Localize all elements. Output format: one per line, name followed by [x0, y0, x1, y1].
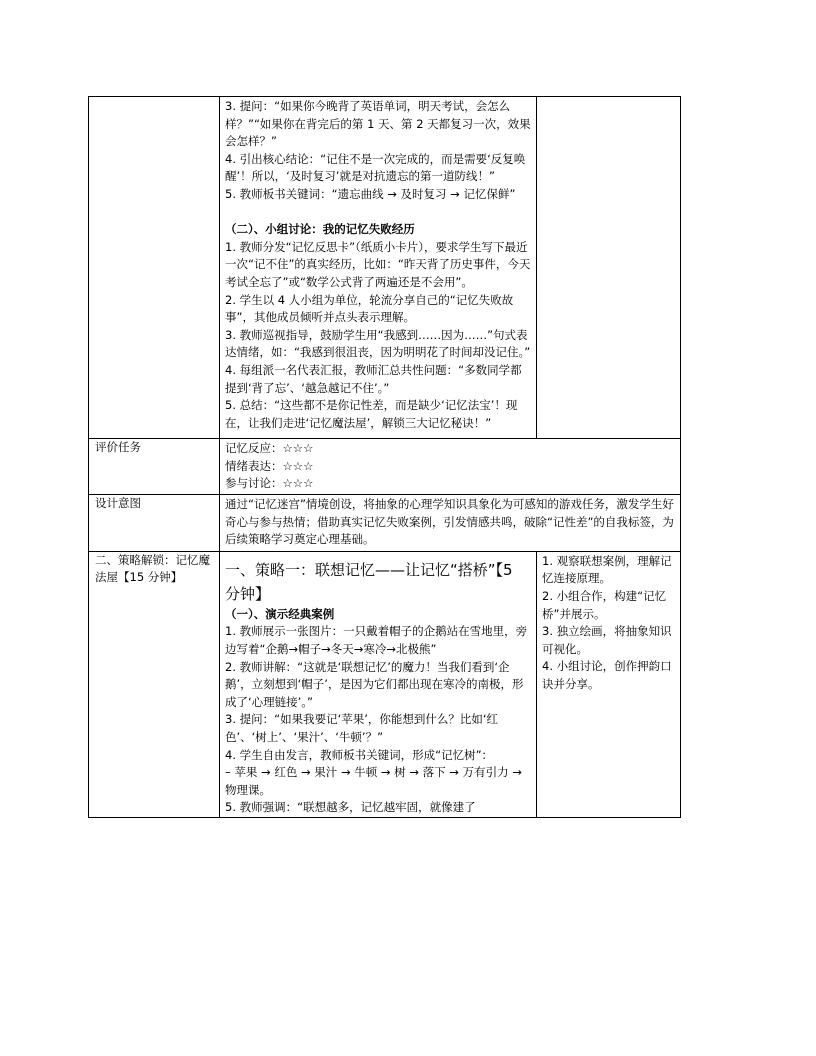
empty-label-cell: [89, 97, 220, 439]
strategy-label-cell: [89, 551, 220, 817]
content-line: 3. 教师巡视指导，鼓励学生用“我感到……因为……”句式表达情绪，如：“我感到很沮丧，因为明明花了时间却没记住。”: [225, 327, 531, 360]
section-subheading: （一）、演示经典案例: [225, 606, 335, 621]
rating-item: 情绪表达：☆☆☆: [225, 458, 314, 473]
content-line: 3. 提问：“如果你今晚背了英语单词，明天考试，会怎么样？”“如果你在背完后的第 1 天、第 2 天都复习一次，效果会怎样？”: [225, 99, 531, 149]
rating-item: 参与讨论：☆☆☆: [225, 476, 314, 491]
activity-item: 2. 小组合作，构建“记忆桥”并展示。: [542, 589, 667, 621]
content-line: 2. 学生以 4 人小组为单位，轮流分享自己的“记忆失败故事”，其他成员倾听并点头表示理解。: [225, 292, 514, 325]
content-line: 2. 教师讲解：“这就是‘联想记忆’的魔力！当我们看到‘企鹅’，立刻想到‘帽子’，是因为它们都出现在寒冷的南极，形成了‘心理链接’。”: [225, 659, 524, 709]
table-row: [89, 439, 681, 495]
strategy-content-cell: [220, 551, 537, 817]
rating-item: 记忆反应：☆☆☆: [225, 441, 314, 456]
table-row: [89, 97, 681, 439]
lesson-plan-table: [88, 96, 681, 818]
evaluation-label: 评价任务: [95, 440, 141, 455]
empty-activity-cell: [537, 97, 681, 439]
evaluation-label-cell: [89, 439, 220, 495]
content-line: 5. 总结：“这些都不是你记性差，而是缺少‘记忆法宝’！现在，让我们走进‘记忆魔法屋’，解锁三大记忆秘诀！”: [225, 398, 518, 430]
activity-item: 4. 小组讨论，创作押韵口诀并分享。: [542, 659, 672, 691]
activity-item: 1. 观察联想案例，理解记忆连接原理。: [542, 553, 672, 586]
strategy-heading: 一、策略一：联想记忆——让记忆“搭桥”【5 分钟】: [225, 560, 513, 603]
content-line: 4. 每组派一名代表汇报，教师汇总共性问题：“多数同学都提到‘背了忘’、‘越急越记不住’。”: [225, 362, 522, 395]
activity-item: 3. 独立绘画，将抽象知识可视化。: [542, 624, 672, 656]
content-line: 4. 引出核心结论：“记住不是一次完成的，而是需要‘反复唤醒’！所以，‘及时复习’就是对抗遗忘的第一道防线！”: [225, 151, 526, 184]
design-label-cell: [89, 495, 220, 552]
content-line: 4. 学生自由发言，教师板书关键词，形成“记忆树”：: [225, 747, 494, 762]
student-activity-cell: [537, 551, 681, 817]
content-line: – 苹果 → 红色 → 果汁 → 牛顿 → 树 → 落下 → 万有引力 → 物理课。: [225, 765, 522, 797]
design-content-cell: [220, 495, 681, 552]
design-label: 设计意图: [95, 496, 141, 511]
content-line: 5. 教师板书关键词：“遗忘曲线 → 及时复习 → 记忆保鲜”: [225, 186, 516, 201]
evaluation-content-cell: [220, 439, 681, 495]
content-line: 1. 教师分发“记忆反思卡”（纸质小卡片），要求学生写下最近一次“记不住”的真实经历，比如：“昨天背了历史事件，今天考试全忘了”或“数学公式背了两遍还是不会用”。: [225, 239, 531, 289]
table-row: [89, 551, 681, 817]
teaching-process-cell: [220, 97, 537, 439]
table-row: [89, 495, 681, 552]
design-text: 通过“记忆迷宫”情境创设，将抽象的心理学知识具象化为可感知的游戏任务，激发学生好奇心与参与热情；借助真实记忆失败案例，引发情感共鸣，破除“记性差”的自我标签，为后续策略学习奠定心理基础。: [225, 497, 674, 547]
section-subheading: （二）、小组讨论：我的记忆失败经历: [225, 222, 415, 237]
content-line: 1. 教师展示一张图片：一只戴着帽子的企鹅站在雪地里，旁边写着“企鹅→帽子→冬天→寒冷→北极熊”: [225, 624, 528, 657]
content-line: 3. 提问：“如果我要记‘苹果’，你能想到什么？比如‘红色’、‘树上’、‘果汁’、‘牛顿’？”: [225, 712, 499, 744]
content-line: 5. 教师强调：“联想越多，记忆越牢固，就像建了: [225, 800, 476, 815]
strategy-label: 二、策略解锁：记忆魔法屋【15 分钟】: [95, 552, 210, 585]
